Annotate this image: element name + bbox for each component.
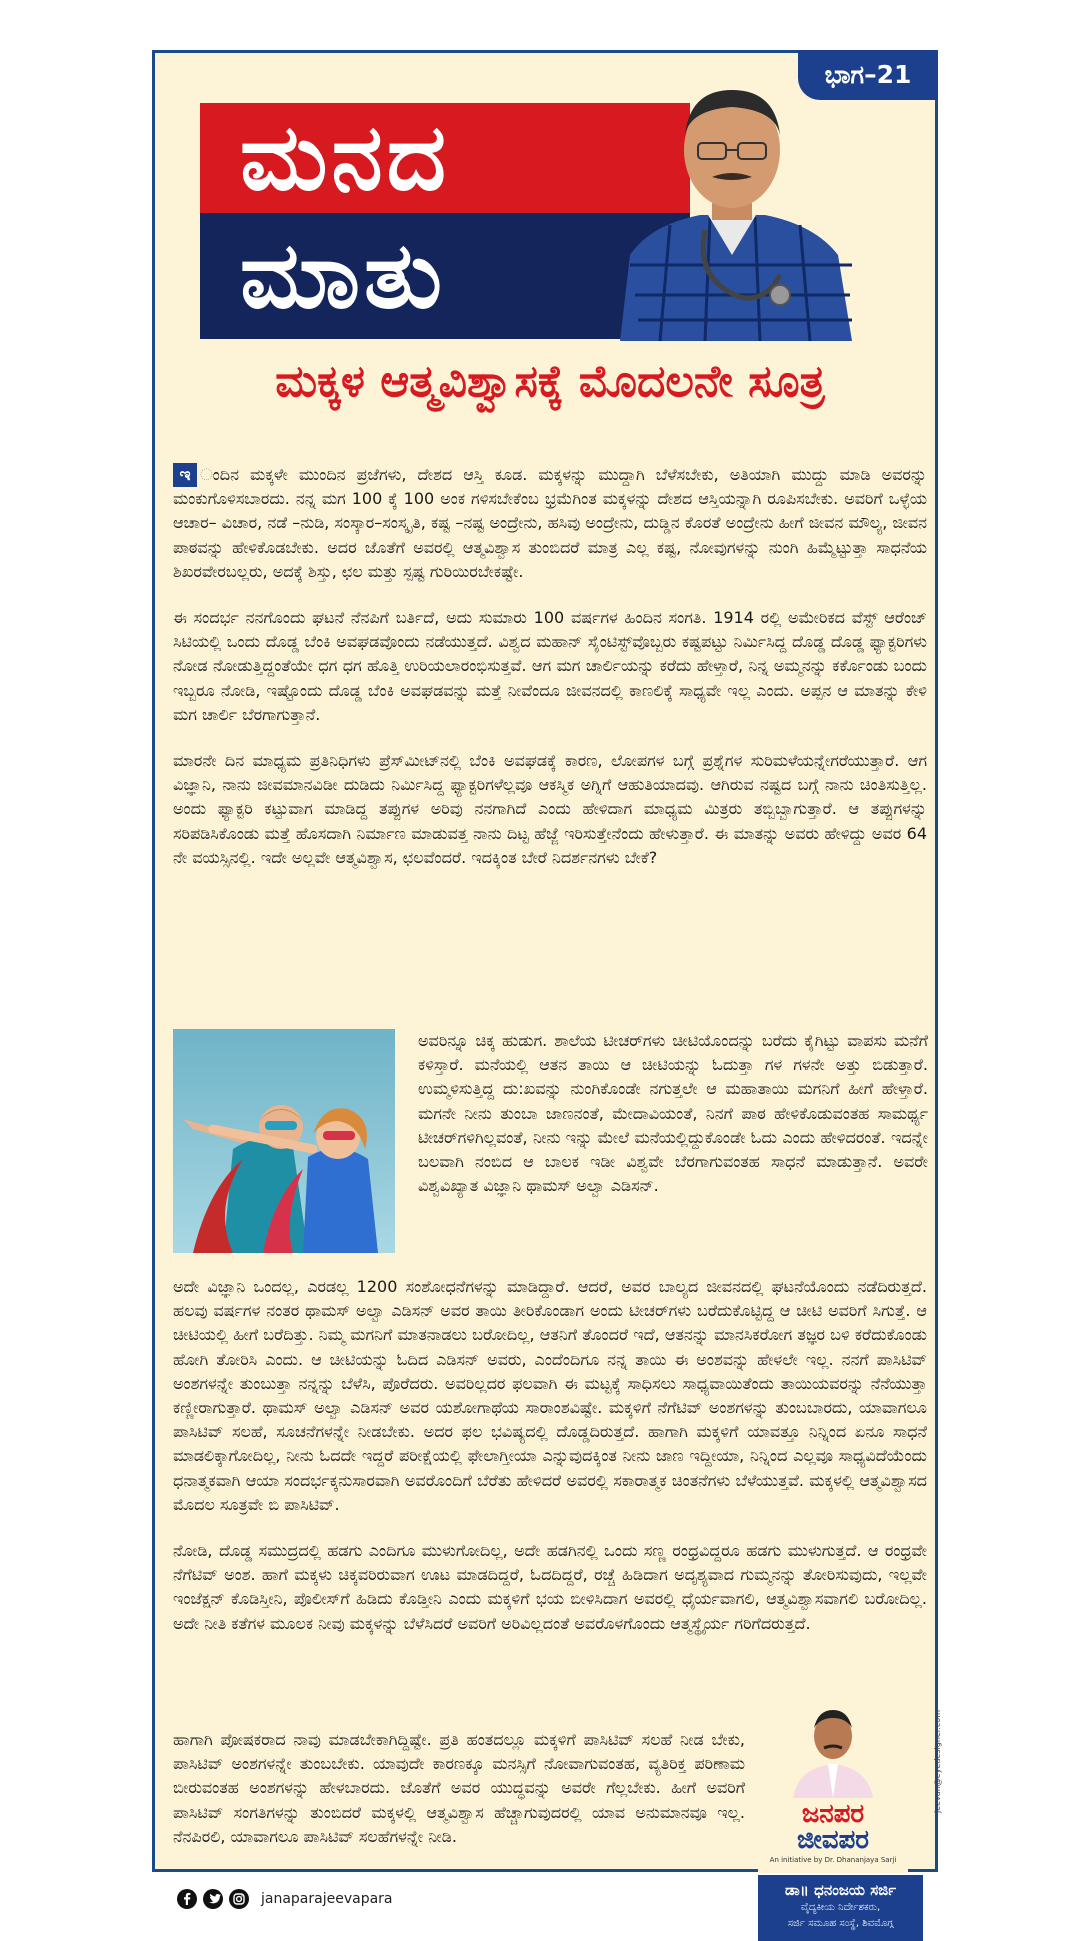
janapara-jeevapara-logo (758, 1698, 908, 1873)
paragraph-6: ನೋಡಿ, ದೊಡ್ಡ ಸಮುದ್ರದಲ್ಲಿ ಹಡಗು ಎಂದಿಗೂ ಮುಳುಗೋದಿಲ್ಲ, ಅದೇ ಹಡಗಿನಲ್ಲಿ ಒಂದು ಸಣ್ಣ ರಂಧ್ರವಿದ್ದರೂ ಹಡಗು ಮುಳುಗುತ್ತದೆ. ಆ ರಂಧ್ರವೇ ನೆಗೆಟಿವ್ ಅಂಶ. ಹಾಗೆ ಮಕ್ಕಳು ಚಿಕ್ಕವರಿರುವಾಗ ಊಟ ಮಾಡದಿದ್ದರೆ, ಓದದಿದ್ದರೆ, ರಚ್ಚೆ ಹಿಡಿದಾಗ ಅದೃಶ್ಯವಾದ ಗುಮ್ಮನನ್ನು ತೋರಿಸುವುದು, ಇಲ್ಲವೇ ಇಂಜೆಕ್ಷನ್ ಕೊಡಿಸ್ತೀನಿ, ಪೊಲೀಸ್‌ಗೆ ಹಿಡಿದು ಕೊಡ್ತೀನಿ ಎಂದು ಮಕ್ಕಳಿಗೆ ಭಯ ಬೀಳಿಸಿದಾಗ ಅವರಲ್ಲಿ ಧೈರ್ಯವಾಗಲಿ, ಆತ್ಮವಿಶ್ವಾಸವಾಗಲಿ ಬರೋದಿಲ್ಲ. ಅದೇ ನೀತಿ ಕತೆಗಳ ಮೂಲಕ ನೀವು ಮಕ್ಕಳನ್ನು ಬೆಳೆಸಿದರೆ ಅವರಿಗೆ ಅರಿವಿಲ್ಲದಂತೆ ಅವರೊಳಗೊಂದು ಆತ್ಮಸ್ಥೈರ್ಯ ಗರಿಗೆದರುತ್ತದೆ. (173, 1541, 927, 1633)
part-number-badge: ಭಾಗ–21 (798, 50, 938, 100)
children-superhero-image (173, 1029, 395, 1253)
social-handle[interactable]: janaparajeevapara (261, 1891, 393, 1907)
paragraph-7: ಹಾಗಾಗಿ ಪೋಷಕರಾದ ನಾವು ಮಾಡಬೇಕಾಗಿದ್ದಿಷ್ಟೇ. ಪ್ರತಿ ಹಂತದಲ್ಲೂ ಮಕ್ಕಳಿಗೆ ಪಾಸಿಟಿವ್ ಸಲಹೆ ನೀಡ ಬೇಕು, ಪಾಸಿಟಿವ್ ಅಂಶಗಳನ್ನೇ ತುಂಬಬೇಕು. ಯಾವುದೇ ಕಾರಣಕ್ಕೂ ಮನಸ್ಸಿಗೆ ನೋವಾಗುವಂತಹ, ವ್ಯತಿರಿಕ್ತ ಪರಿಣಾಮ ಬೀರುವಂತಹ ಅಂಶಗಳನ್ನು ಹೇಳಬಾರದು. ಜೊತೆಗೆ ಅವರ ಯುದ್ಧವನ್ನು ಅವರೇ ಗೆಲ್ಲಬೇಕು. ಹೀಗೆ ಅವರಿಗೆ ಪಾಸಿಟಿವ್ ಸಂಗತಿಗಳನ್ನು ತುಂಬಿದರೆ ಮಕ್ಕಳಲ್ಲಿ ಆತ್ಮವಿಶ್ವಾಸ ಹೆಚ್ಚಾಗುವುದರಲ್ಲಿ ಯಾವ ಅನುಮಾನವೂ ಇಲ್ಲ. ನೆನಪಿರಲಿ, ಯಾವಾಗಲೂ ಪಾಸಿಟಿವ್ ಸಲಹೆಗಳನ್ನೇ ನೀಡಿ. (173, 1730, 745, 1846)
author-portrait-image (788, 1698, 878, 1798)
paragraph-1 (173, 463, 927, 584)
column-title-line1: ಮನದ (200, 103, 690, 213)
author-role-line1: ವೈದ್ಯಕೀಯ ನಿರ್ದೇಶಕರು, (800, 1902, 881, 1913)
article-headline: ಮಕ್ಕಳ ಆತ್ಮವಿಶ್ವಾಸಕ್ಕೆ ಮೊದಲನೇ ಸೂತ್ರ (275, 356, 825, 407)
drop-cap: ಇ (173, 463, 197, 487)
author-signature-box (758, 1875, 923, 1941)
article-body-lower (173, 1275, 927, 1636)
article-body-top (173, 463, 927, 870)
author-name: ಡಾ॥ ಧನಂಜಯ ಸರ್ಜಿ (784, 1881, 897, 1899)
twitter-icon[interactable] (203, 1889, 223, 1909)
instagram-icon[interactable] (229, 1889, 249, 1909)
paragraph-3: ಮಾರನೇ ದಿನ ಮಾಧ್ಯಮ ಪ್ರತಿನಿಧಿಗಳು ಪ್ರೆಸ್‌ಮೀಟ್‌ನಲ್ಲಿ ಬೆಂಕಿ ಅವಘಡಕ್ಕೆ ಕಾರಣ, ಲೋಪಗಳ ಬಗ್ಗೆ ಪ್ರಶ್ನೆಗಳ ಸುರಿಮಳೆಯನ್ನೇಗರೆಯುತ್ತಾರೆ. ಆಗ ವಿಜ್ಞಾನಿ, ನಾನು ಜೀವಮಾನವಿಡೀ ದುಡಿದು ನಿರ್ಮಿಸಿದ್ದ ಫ್ಯಾಕ್ಟರಿಗಳೆಲ್ಲವೂ ಆಕಸ್ಮಿಕ ಅಗ್ನಿಗೆ ಆಹುತಿಯಾದವು. ಆಗಿರುವ ನಷ್ಟದ ಬಗ್ಗೆ ನಾನು ಚಿಂತಿಸುತ್ತಿಲ್ಲ. ಅಂದು ಫ್ಯಾಕ್ಟರಿ ಕಟ್ಟುವಾಗ ಮಾಡಿದ್ದ ತಪ್ಪುಗಳ ಅರಿವು ನನಗಾಗಿದೆ ಎಂದು ಹೇಳಿದಾಗ ಮಾಧ್ಯಮ ಮಿತ್ರರು ತಬ್ಬಿಬ್ಬಾಗುತ್ತಾರೆ. ಆ ತಪ್ಪುಗಳನ್ನು ಸರಿಪಡಿಸಿಕೊಂಡು ಮತ್ತೆ ಹೊಸದಾಗಿ ನಿರ್ಮಾಣ ಮಾಡುವತ್ತ ನಾನು ದಿಟ್ಟ ಹೆಜ್ಜೆ ಇರಿಸುತ್ತೇನೆಂದು ಹೇಳುತ್ತಾರೆ. ಈ ಮಾತನ್ನು ಅವರು ಹೇಳಿದ್ದು ಅವರ 64 ನೇ ವಯಸ್ಸಿನಲ್ಲಿ. ಇದೇ ಅಲ್ಲವೇ ಆತ್ಮವಿಶ್ವಾಸ, ಛಲವೆಂದರೆ. ಇದಕ್ಕಿಂತ ಬೇರೆ ನಿದರ್ಶನಗಳು ಬೇಕೆ? (173, 751, 927, 867)
article-body-final (173, 1728, 745, 1849)
brand-tagline: An initiative by Dr. Dhananjaya Sarji (769, 1856, 897, 1864)
doctor-portrait-image (590, 65, 875, 341)
article-page (152, 50, 942, 1929)
designer-credit: jeevan@eyedesigner.com (933, 1710, 942, 1813)
social-links (177, 1889, 393, 1909)
brand-title-jeevapara: ಜೀವಪರ (796, 1825, 870, 1855)
paragraph-4: ಅವರಿನ್ನೂ ಚಿಕ್ಕ ಹುಡುಗ. ಶಾಲೆಯ ಟೀಚರ್‌ಗಳು ಚೀಟಿಯೊಂದನ್ನು ಬರೆದು ಕೈಗಿಟ್ಟು ವಾಪಸು ಮನೆಗೆ ಕಳಿಸ್ತಾರೆ. ಮನೆಯಲ್ಲಿ ಆತನ ತಾಯಿ ಆ ಚೀಟಿಯನ್ನು ಓದುತ್ತಾ ಗಳ ಗಳನೇ ಅತ್ತು ಬಿಡುತ್ತಾರೆ. ಉಮ್ಮಳಿಸುತ್ತಿದ್ದ ದು:ಖವನ್ನು ನುಂಗಿಕೊಂಡೇ ನಗುತ್ತಲೇ ಆ ಮಹಾತಾಯಿ ಮಗನಿಗೆ ಹೀಗೆ ಹೇಳ್ತಾರೆ. ಮಗನೇ ನೀನು ತುಂಬಾ ಜಾಣನಂತೆ, ಮೇದಾವಿಯಂತೆ, ನಿನಗೆ ಪಾಠ ಹೇಳಿಕೊಡುವಂತಹ ಸಾಮರ್ಥ್ಯ ಟೀಚರ್‌ಗಳಿಗಿಲ್ಲವಂತೆ, ನೀನು ಇನ್ನು ಮೇಲೆ ಮನೆಯಲ್ಲಿದ್ದುಕೊಂಡೇ ಓದು ಎಂದು ಹೇಳಿದರಂತೆ. ಇದನ್ನೇ ಬಲವಾಗಿ ನಂಬಿದ ಆ ಬಾಲಕ ಇಡೀ ವಿಶ್ವವೇ ಬೆರಗಾಗುವಂತಹ ಸಾಧನೆ ಮಾಡುತ್ತಾನೆ. ಅವರೇ ವಿಶ್ವವಿಖ್ಯಾತ ವಿಜ್ಞಾನಿ ಥಾಮಸ್ ಅಲ್ವಾ ಎಡಿಸನ್. (418, 1031, 928, 1196)
paragraph-2: ಈ ಸಂದರ್ಭ ನನಗೊಂದು ಘಟನೆ ನೆನಪಿಗೆ ಬರ್ತಿದೆ, ಅದು ಸುಮಾರು 100 ವರ್ಷಗಳ ಹಿಂದಿನ ಸಂಗತಿ. 1914 ರಲ್ಲಿ ಅಮೇರಿಕದ ವೆಸ್ಟ್ ಆರೆಂಜ್ ಸಿಟಿಯಲ್ಲಿ ಒಂದು ದೊಡ್ಡ ಬೆಂಕಿ ಅವಘಡವೊಂದು ನಡೆಯುತ್ತದೆ. ವಿಶ್ವದ ಮಹಾನ್ ಸೈಂಟಿಸ್ಟ್‌ವೊಬ್ಬರು ಕಷ್ಟಪಟ್ಟು ನಿರ್ಮಿಸಿದ್ದ ದೊಡ್ಡ ದೊಡ್ಡ ಫ್ಯಾಕ್ಟರಿಗಳು ನೋಡ ನೋಡುತ್ತಿದ್ದಂತೆಯೇ ಧಗ ಧಗ ಹೊತ್ತಿ ಉರಿಯಲಾರಂಭಿಸುತ್ತವೆ. ಆಗ ಮಗ ಚಾರ್ಲಿಯನ್ನು ಕರೆದು ಹೇಳ್ತಾರೆ, ನಿನ್ನ ಅಮ್ಮನನ್ನು ಕರ್ಕೊಂಡು ಬಂದು ಇಬ್ಬರೂ ನೋಡಿ, ಇಷ್ಟೊಂದು ದೊಡ್ಡ ಬೆಂಕಿ ಅವಘಡವನ್ನು ಮತ್ತೆ ನೀವೆಂದೂ ಜೀವನದಲ್ಲಿ ಕಾಣಲಿಕ್ಕೆ ಸಾಧ್ಯವೇ ಇಲ್ಲ ಎಂದು. ಅಪ್ಪನ ಆ ಮಾತನ್ನು ಕೇಳಿ ಮಗ ಚಾರ್ಲಿ ಬೆರಗಾಗುತ್ತಾನೆ. (173, 608, 927, 724)
paragraph-1-text: ಂದಿನ ಮಕ್ಕಳೇ ಮುಂದಿನ ಪ್ರಜೆಗಳು, ದೇಶದ ಆಸ್ತಿ ಕೂಡ. ಮಕ್ಕಳನ್ನು ಮುದ್ದಾಗಿ ಬೆಳೆಸಬೇಕು, ಅತಿಯಾಗಿ ಮುದ್ದು ಮಾಡಿ ಅವರನ್ನು ಮಂಕುಗೊಳಿಸಬಾರದು. ನನ್ನ ಮಗ 100 ಕ್ಕೆ 100 ಅಂಕ ಗಳಿಸಬೇಕೆಂಬ ಭ್ರಮೆಗಿಂತ ಮಕ್ಕಳನ್ನು ದೇಶದ ಆಸ್ತಿಯನ್ನಾಗಿ ರೂಪಿಸಬೇಕು. ಅವರಿಗೆ ಒಳ್ಳೆಯ ಆಚಾರ– ವಿಚಾರ, ನಡೆ –ನುಡಿ, ಸಂಸ್ಕಾರ–ಸಂಸ್ಕೃತಿ, ಕಷ್ಟ –ನಷ್ಟ ಅಂದ್ರೇನು, ಹಸಿವು ಅಂದ್ರೇನು, ದುಡ್ಡಿನ ಕೊರತೆ ಅಂದ್ರೇನು ಹೀಗೆ ಜೀವನ ಮೌಲ್ಯ, ಜೀವನ ಪಾಠವನ್ನು ಹೇಳಿಕೊಡಬೇಕು. ಅದರ ಜೊತೆಗೆ ಅವರಲ್ಲಿ ಆತ್ಮವಿಶ್ವಾಸ ತುಂಬಿದರೆ ಮಾತ್ರ ಎಲ್ಲ ಕಷ್ಟ, ನೋವುಗಳನ್ನು ನುಂಗಿ ಹಿಮ್ಮೆಟ್ಟುತ್ತಾ ಸಾಧನೆಯ ಶಿಖರವೇರಬಲ್ಲರು, ಅದಕ್ಕೆ ಶಿಸ್ತು, ಛಲ ಮತ್ತು ಸ್ಪಷ್ಟ ಗುರಿಯಿರಬೇಕಷ್ಟೇ. (173, 465, 927, 581)
author-role-line2: ಸರ್ಜಿ ಸಮೂಹ ಸಂಸ್ಥೆ, ಶಿವಮೊಗ್ಗ (787, 1918, 894, 1929)
brand-title-janapara: ಜನಪರ (801, 1799, 865, 1829)
paragraph-5: ಅದೇ ವಿಜ್ಞಾನಿ ಒಂದಲ್ಲ, ಎರಡಲ್ಲ 1200 ಸಂಶೋಧನೆಗಳನ್ನು ಮಾಡಿದ್ದಾರೆ. ಆದರೆ, ಅವರ ಬಾಲ್ಯದ ಜೀವನದಲ್ಲಿ ಘಟನೆಯೊಂದು ನಡೆದಿರುತ್ತದೆ. ಹಲವು ವರ್ಷಗಳ ನಂತರ ಥಾಮಸ್ ಅಲ್ವಾ ಎಡಿಸನ್ ಅವರ ತಾಯಿ ತೀರಿಕೊಂಡಾಗ ಅಂದು ಟೀಚರ್‌ಗಳು ಬರೆದುಕೊಟ್ಟಿದ್ದ ಆ ಚೀಟಿ ಅವರಿಗೆ ಸಿಗುತ್ತೆ. ಆ ಚೀಟಿಯಲ್ಲಿ ಹೀಗೆ ಬರೆದಿತ್ತು. ನಿಮ್ಮ ಮಗನಿಗೆ ಮಾತನಾಡಲು ಬರೋದಿಲ್ಲ, ಆತನಿಗೆ ತೊಂದರೆ ಇದೆ, ಆತನನ್ನು ಮಾನಸಿಕರೋಗ ತಜ್ಞರ ಬಳಿ ಕರೆದುಕೊಂಡು ಹೋಗಿ ತೋರಿಸಿ ಎಂದು. ಆ ಚೀಟಿಯನ್ನು ಓದಿದ ಎಡಿಸನ್ ಅವರು, ಎಂದೆಂದಿಗೂ ನನ್ನ ತಾಯಿ ಈ ಅಂಶವನ್ನು ಹೇಳಲೇ ಇಲ್ಲ. ನನಗೆ ಪಾಸಿಟಿವ್ ಅಂಶಗಳನ್ನೇ ತುಂಬುತ್ತಾ ನನ್ನನ್ನು ಬೆಳೆಸಿ, ಪೊರೆದರು. ಅವರಿಲ್ಲದರ ಫಲವಾಗಿ ಈ ಮಟ್ಟಕ್ಕೆ ಸಾಧಿಸಲು ಸಾಧ್ಯವಾಯಿತೆಂದು ತಾಯಿಯವರನ್ನು ನೆನೆಯುತ್ತಾ ಕಣ್ಣೀರಾಗುತ್ತಾರೆ. ಥಾಮಸ್ ಅಲ್ವಾ ಎಡಿಸನ್ ಅವರ ಯಶೋಗಾಥೆಯ ಸಾರಾಂಶವಿಷ್ಟೇ. ಮಕ್ಕಳಿಗೆ ನೆಗೆಟಿವ್ ಅಂಶಗಳನ್ನು ತುಂಬಬಾರದು, ಯಾವಾಗಲೂ ಪಾಸಿಟಿವ್ ಸಲಹೆ, ಸೂಚನೆಗಳನ್ನೇ ನೀಡಬೇಕು. ಅದರ ಫಲ ಭವಿಷ್ಯದಲ್ಲಿ ದೊಡ್ಡದಿರುತ್ತದೆ. ಹಾಗಾಗಿ ಮಕ್ಕಳಿಗೆ ಯಾವತ್ತೂ ನಿನ್ನಿಂದ ಏನೂ ಸಾಧನೆ ಮಾಡಲಿಕ್ಕಾಗೋದಿಲ್ಲ, ನೀನು ಓದದೇ ಇದ್ದರೆ ಪರೀಕ್ಷೆಯಲ್ಲಿ ಫೇಲಾಗ್ತೀಯಾ ಎನ್ನುವುದಕ್ಕಿಂತ ನೀನು ಜಾಣ ಇದ್ದೀಯಾ, ನಿನ್ನಿಂದ ಎಲ್ಲವೂ ಸಾಧ್ಯವಿದೆಯೆಂದು ಧನಾತ್ಮಕವಾಗಿ ಆಯಾ ಸಂದರ್ಭಕ್ಕನುಸಾರವಾಗಿ ಅವರೊಂದಿಗೆ ಬೆರೆತು ಹೇಳಿದರೆ ಅವರಲ್ಲಿ ಸಕಾರಾತ್ಮಕ ಚಿಂತನೆಗಳು ಬೆಳೆಯುತ್ತವೆ. ಮಕ್ಕಳಲ್ಲಿ ಆತ್ಮವಿಶ್ವಾಸದ ಮೊದಲ ಸೂತ್ರವೇ ಬಿ ಪಾಸಿಟಿವ್. (173, 1277, 927, 1514)
article-body-side (418, 1029, 928, 1198)
facebook-icon[interactable] (177, 1889, 197, 1909)
column-title-line2: ಮಾತು (200, 213, 690, 339)
